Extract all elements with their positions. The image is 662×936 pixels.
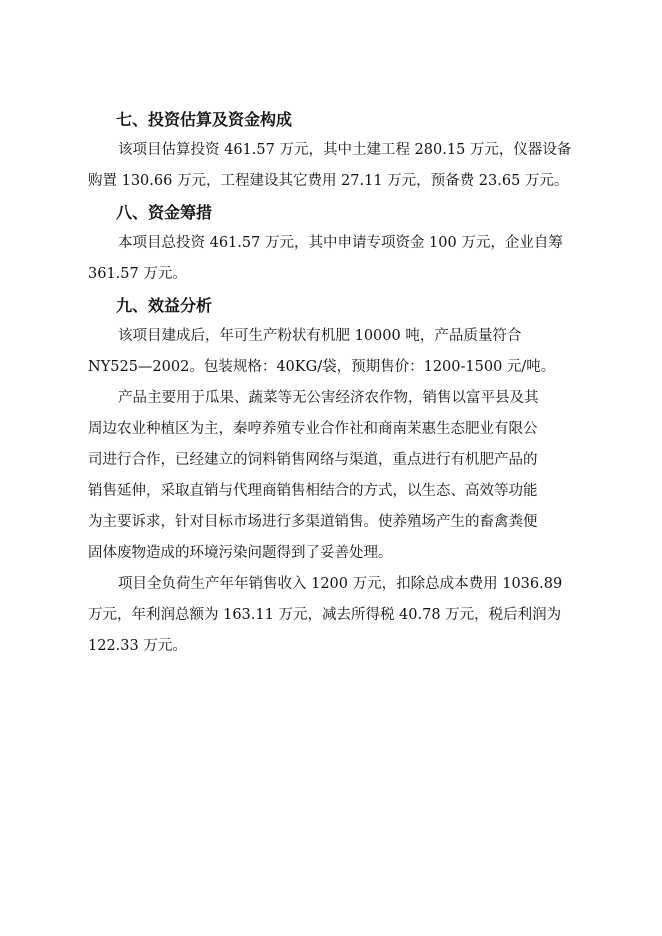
section-eight-heading: 八、资金筹措 [116, 203, 213, 222]
text-line: NY525—2002。包装规格：40KG/袋，预期售价：1200-1500 元/吨。 [88, 359, 556, 375]
text-line: 122.33 万元。 [88, 638, 187, 654]
text-line: 为主要诉求，针对目标市场进行多渠道销售。使养殖场产生的畜禽粪便 [88, 514, 538, 530]
text-line: 项目全负荷生产年年销售收入 1200 万元，扣除总成本费用 1036.89 [118, 576, 563, 592]
text-line: 该项目建成后，年可生产粉状有机肥 10000 吨，产品质量符合 [118, 328, 522, 344]
section-nine-paragraph-profit [88, 569, 588, 662]
text-line: 固体废物造成的环境污染问题得到了妥善处理。 [88, 545, 393, 561]
section-eight-paragraph [88, 228, 588, 290]
section-nine-paragraph-market [88, 383, 588, 569]
text-line: 本项目总投资 461.57 万元，其中申请专项资金 100 万元，企业自筹 [118, 235, 563, 251]
text-line: 该项目估算投资 461.57 万元，其中土建工程 280.15 万元，仪器设备 [118, 142, 572, 158]
text-line: 司进行合作，已经建立的饲料销售网络与渠道，重点进行有机肥产品的 [88, 452, 538, 468]
section-nine-heading: 九、效益分析 [116, 296, 213, 315]
text-line: 购置 130.66 万元，工程建设其它费用 27.11 万元，预备费 23.65 万元。 [88, 173, 569, 189]
text-line: 销售延伸，采取直销与代理商销售相结合的方式，以生态、高效等功能 [88, 483, 538, 499]
document-content [88, 104, 588, 662]
text-line: 361.57 万元。 [88, 266, 187, 282]
text-line: 周边农业种植区为主，秦哼养殖专业合作社和商南茉惠生态肥业有限公 [88, 421, 538, 437]
section-seven-paragraph [88, 135, 588, 197]
section-seven-heading: 七、投资估算及资金构成 [116, 110, 293, 129]
section-nine-paragraph-output [88, 321, 588, 383]
text-line: 万元，年利润总额为 163.11 万元，减去所得税 40.78 万元，税后利润为 [88, 607, 562, 623]
text-line: 产品主要用于瓜果、蔬菜等无公害经济农作物，销售以富平县及其 [118, 390, 539, 406]
